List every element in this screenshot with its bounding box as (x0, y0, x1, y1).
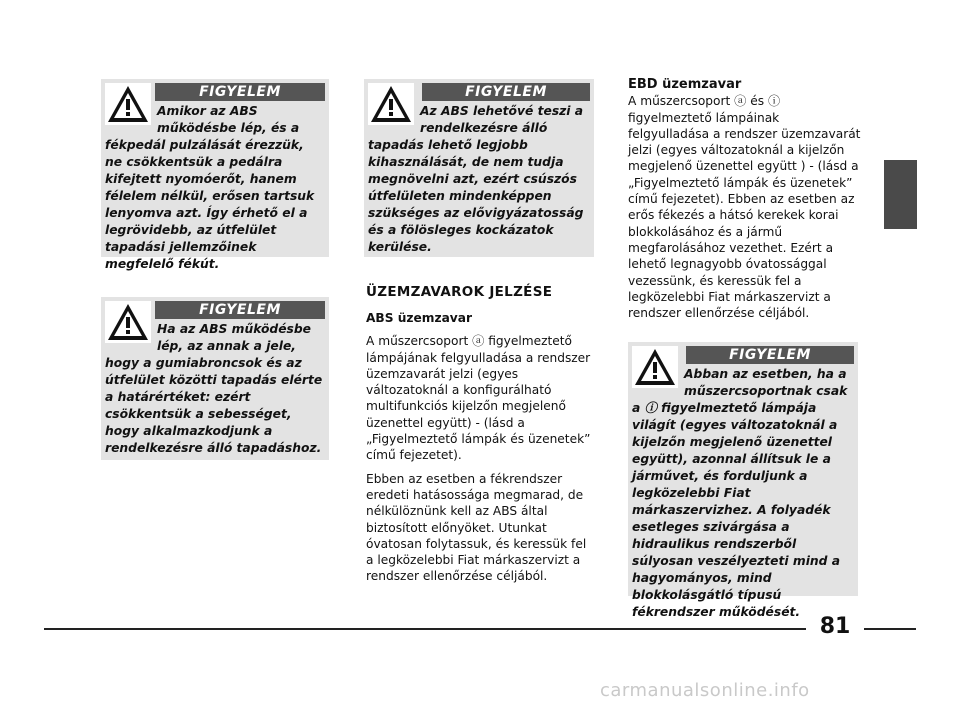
warning-text: Az ABS lehetővé teszi a rendelkezésre álló tapadás lehető legjobb kihasználását, de nem tudja megnövelni azt, ezért csúszós útfelületen mindenképpen szükséges az elővigyázatosság és a fölösleges kockázatok kerülése. (368, 104, 584, 254)
abs-paragraph-2: Ebben az esetben a fékrendszer eredeti hatásossága megmarad, de nélkülöznünk kell az ABS által biztosított előnyöket. Utunkat óvatosan folytassuk, és keressük fel a legközelebbi Fiat márkaszervizt a rendszer ellenőrzése céljából. (366, 471, 587, 584)
ebd-paragraph: A műszercsoport ⓐ és ⓘ figyelmeztető lámpáinak felgyulladása a rendszer üzemzavarát jelzi (egyes változatoknál a kijelzőn megjelenő üzenettel együtt ) - (lásd a „Figyelmeztető lámpák és üzenetek” című fejezetet). Ebben az esetben az erős fékezés a hátsó kerekek korai blokkolásához és a jármű megfarolásához vezethet. Ezért a lehető legnagyobb óvatossággal vezessünk, és keressük fel a legközelebbi Fiat márkaszervizt a rendszer ellenőrzése céljából. (628, 94, 861, 321)
chapter-tab (884, 160, 917, 229)
warning-header: FIGYELEM (155, 301, 325, 319)
warning-text: Amikor az ABS működésbe lép, és a fékpedál pulzálását érezzük, ne csökkentsük a pedálra kifejtett nyomóerőt, hanem félelem nélkül, erősen tartsuk lenyomva azt. Így érhető el a legrövidebb, az útfelület tapadási jellemzőinek megfelelő fékút. (105, 104, 315, 271)
abs-title: ABS üzemzavar (366, 311, 472, 325)
footer-rule-right (864, 628, 916, 630)
warning-text: Abban az esetben, ha a műszercsoportnak csak a ⓘ figyelmeztető lámpája világít (egyes változatoknál a kijelzőn megjelenő üzenettel együtt), azonnal állítsuk le a járművet, és forduljunk a legközelebbi Fiat márkaszervizhez. A folyadék esetleges szivárgása a hidraulikus rendszerből súlyosan veszélyezteti mind a hagyományos, mind blokkolásgátló típusú fékrendszer működését. (632, 367, 848, 619)
footer-rule-left (44, 628, 806, 630)
warning-box-1 (101, 79, 329, 271)
watermark: carmanualsonline.info (600, 680, 810, 701)
abs-section (366, 310, 596, 592)
warning-text: Ha az ABS működésbe lép, az annak a jele, hogy a gumiabroncsok és az útfelület közötti tapadás elérte a határértéket: ezért csökkentsük a sebességet, hogy alkalmazkodjunk a rendelkezésre álló tapadáshoz. (105, 322, 323, 455)
page-number: 81 (819, 614, 851, 639)
warning-header: FIGYELEM (422, 83, 590, 101)
warning-header: FIGYELEM (155, 83, 325, 101)
warning-box-3 (364, 79, 594, 257)
ebd-title: EBD üzemzavar (628, 77, 742, 92)
warning-box-4 (628, 342, 858, 619)
ebd-section (628, 77, 864, 328)
abs-paragraph-1: A műszercsoport ⓐ figyelmeztető lámpájának felgyulladása a rendszer üzemzavarát jelzi (egyes változatoknál a konfigurálható multifunkciós kijelzőn megjelenő üzenettel együtt) - (lásd a „Figyelmeztető lámpák és üzenetek” című fejezetet). (366, 334, 591, 463)
warning-box-2 (101, 297, 329, 460)
warning-header: FIGYELEM (686, 346, 854, 364)
section-title: ÜZEMZAVAROK JELZÉSE (366, 284, 553, 300)
